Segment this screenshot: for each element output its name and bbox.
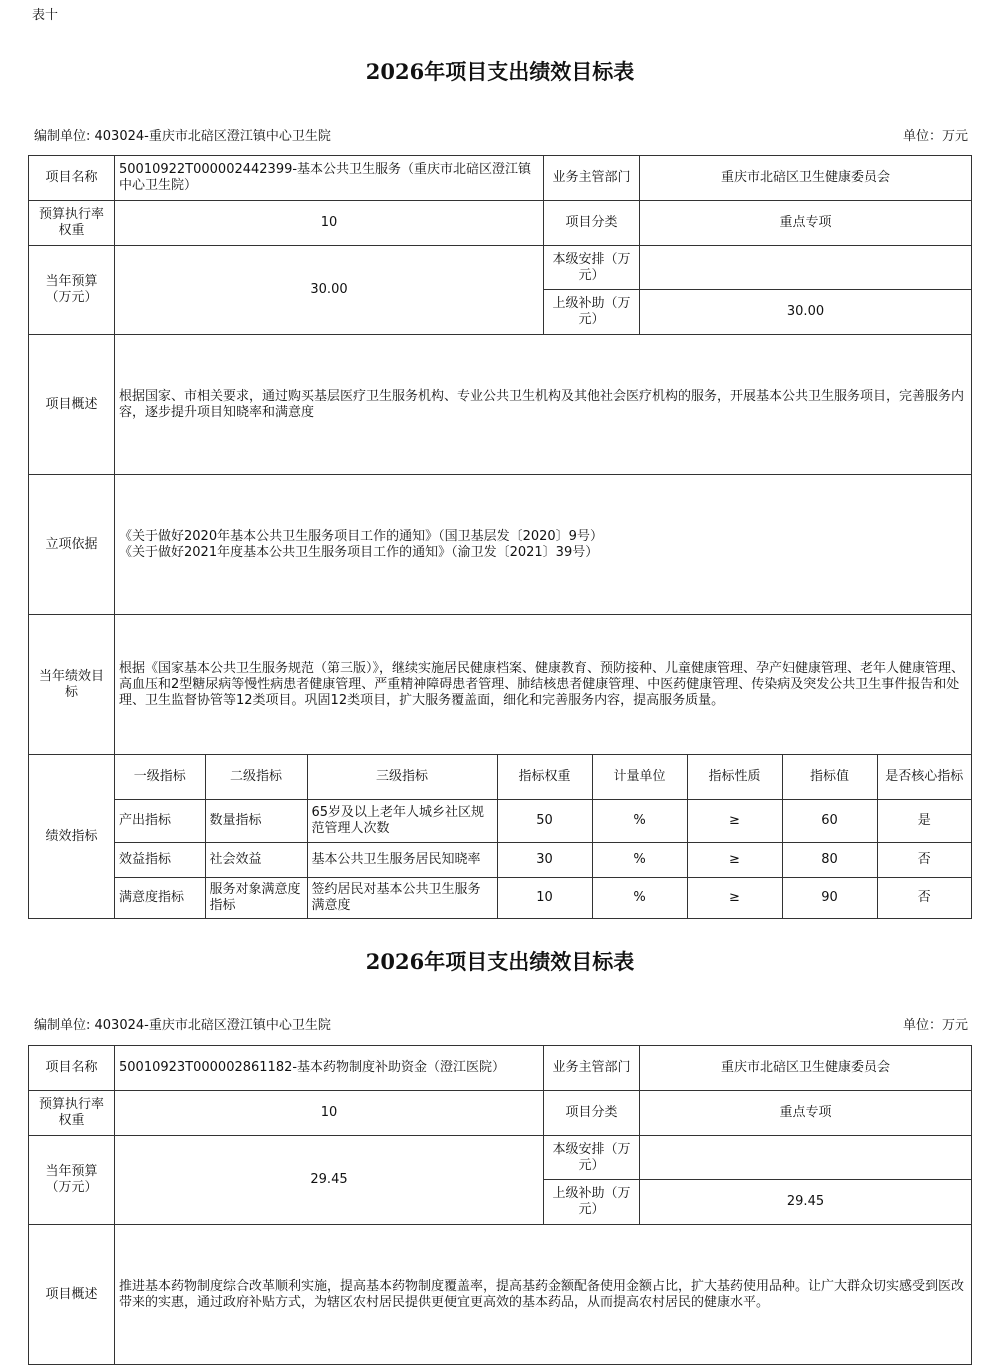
org-line: 编制单位: 403024-重庆市北碚区澄江镇中心卫生院 — [34, 129, 331, 144]
overview: 根据国家、市相关要求，通过购买基层医疗卫生服务机构、专业公共卫生机构及其他社会医疗机构的服务，开展基本公共卫生服务项目，完善服务内容，逐步提升项目知晓率和满意度 — [115, 335, 972, 475]
basis-label: 立项依据 — [29, 475, 115, 615]
indicators-cell — [115, 755, 972, 919]
category: 重点专项 — [640, 201, 972, 246]
basis-line: 《关于做好2021年度基本公共卫生服务项目工作的通知》（渝卫发〔2021〕39号） — [119, 544, 599, 560]
upper-label: 上级补助（万元） — [544, 290, 640, 335]
upper-label: 上级补助（万元） — [544, 1180, 640, 1225]
project-name-label: 项目名称 — [29, 1046, 115, 1091]
local — [640, 1136, 972, 1180]
basis-line: 《关于做好2020年基本公共卫生服务项目工作的通知》（国卫基层发〔2020〕9号） — [119, 528, 603, 544]
budget-label: 当年预算（万元） — [29, 246, 115, 335]
category-label: 项目分类 — [544, 1091, 640, 1136]
unit: % — [592, 842, 687, 877]
exec-weight: 10 — [115, 201, 544, 246]
table-row — [115, 877, 971, 918]
exec-weight: 10 — [115, 1091, 544, 1136]
header-value: 指标值 — [782, 755, 877, 799]
goal-label: 当年绩效目标 — [29, 615, 115, 755]
core: 否 — [877, 877, 971, 918]
local — [640, 246, 972, 290]
page-title: 2026年项目支出绩效目标表 — [365, 59, 635, 84]
local-label: 本级安排（万元） — [544, 1136, 640, 1180]
project-name-label: 项目名称 — [29, 156, 115, 201]
upper: 29.45 — [640, 1180, 972, 1225]
header-core: 是否核心指标 — [877, 755, 971, 799]
unit-label-2: 单位：万元 — [902, 1018, 968, 1033]
category: 重点专项 — [640, 1091, 972, 1136]
performance-table-1 — [28, 155, 972, 919]
header-nature: 指标性质 — [687, 755, 782, 799]
page-title-2: 2026年项目支出绩效目标表 — [365, 949, 635, 974]
level1: 产出指标 — [115, 799, 205, 842]
unit: % — [592, 799, 687, 842]
nature: ≥ — [687, 877, 782, 918]
header-unit: 计量单位 — [592, 755, 687, 799]
weight: 50 — [497, 799, 592, 842]
value: 60 — [782, 799, 877, 842]
core: 否 — [877, 842, 971, 877]
unit: % — [592, 877, 687, 918]
value: 80 — [782, 842, 877, 877]
table-row — [115, 799, 971, 842]
dept-label: 业务主管部门 — [544, 1046, 640, 1091]
budget: 30.00 — [115, 246, 544, 335]
exec-weight-label: 预算执行率权重 — [29, 1091, 115, 1136]
exec-weight-label: 预算执行率权重 — [29, 201, 115, 246]
org-line-2: 编制单位: 403024-重庆市北碚区澄江镇中心卫生院 — [34, 1018, 331, 1033]
level3: 签约居民对基本公共卫生服务满意度 — [307, 877, 497, 918]
level1: 效益指标 — [115, 842, 205, 877]
project-name: 50010922T000002442399-基本公共卫生服务（重庆市北碚区澄江镇中心卫生院） — [115, 156, 544, 201]
level1: 满意度指标 — [115, 877, 205, 918]
core: 是 — [877, 799, 971, 842]
dept-label: 业务主管部门 — [544, 156, 640, 201]
dept: 重庆市北碚区卫生健康委员会 — [640, 1046, 972, 1091]
header-weight: 指标权重 — [497, 755, 592, 799]
category-label: 项目分类 — [544, 201, 640, 246]
local-label: 本级安排（万元） — [544, 246, 640, 290]
nature: ≥ — [687, 842, 782, 877]
project-name: 50010923T000002861182-基本药物制度补助资金（澄江医院） — [115, 1046, 544, 1091]
budget-label: 当年预算（万元） — [29, 1136, 115, 1225]
page-label: 表十 — [32, 8, 59, 23]
weight: 10 — [497, 877, 592, 918]
indicator-header-row — [115, 755, 971, 799]
performance-table-2 — [28, 1045, 972, 1365]
dept: 重庆市北碚区卫生健康委员会 — [640, 156, 972, 201]
level3: 65岁及以上老年人城乡社区规范管理人次数 — [307, 799, 497, 842]
level3: 基本公共卫生服务居民知晓率 — [307, 842, 497, 877]
nature: ≥ — [687, 799, 782, 842]
header-level3: 三级指标 — [307, 755, 497, 799]
overview-label: 项目概述 — [29, 1225, 115, 1365]
unit-label: 单位：万元 — [902, 129, 968, 144]
value: 90 — [782, 877, 877, 918]
level2: 数量指标 — [205, 799, 307, 842]
indicators-table — [115, 755, 971, 918]
overview: 推进基本药物制度综合改革顺利实施，提高基本药物制度覆盖率，提高基药金额配备使用金额占比，扩大基药使用品种。让广大群众切实感受到医改带来的实惠，通过政府补贴方式，为辖区农村居民提供更便宜更高效的基本药品，从而提高农村居民的健康水平。 — [115, 1225, 972, 1365]
level2: 服务对象满意度指标 — [205, 877, 307, 918]
budget: 29.45 — [115, 1136, 544, 1225]
goal: 根据《国家基本公共卫生服务规范（第三版）》，继续实施居民健康档案、健康教育、预防接种、儿童健康管理、孕产妇健康管理、老年人健康管理、高血压和2型糖尿病等慢性病患者健康管理、严重精神障碍患者管理、肺结核患者健康管理、中医药健康管理、传染病及突发公共卫生事件报告和处理、卫生监督协管等12类项目。巩固12类项目，扩大服务覆盖面，细化和完善服务内容，提高服务质量。 — [115, 615, 972, 755]
basis — [115, 475, 972, 615]
level2: 社会效益 — [205, 842, 307, 877]
weight: 30 — [497, 842, 592, 877]
upper: 30.00 — [640, 290, 972, 335]
table-row — [115, 842, 971, 877]
header-level1: 一级指标 — [115, 755, 205, 799]
header-level2: 二级指标 — [205, 755, 307, 799]
indicators-label: 绩效指标 — [29, 755, 115, 919]
overview-label: 项目概述 — [29, 335, 115, 475]
